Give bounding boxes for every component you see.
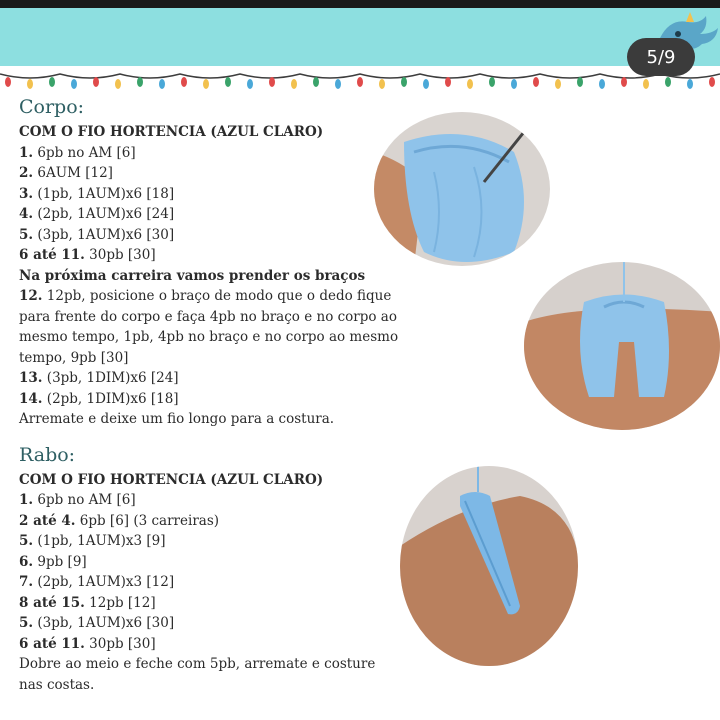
corpo-yarn-label: COM O FIO HORTENCIA (AZUL CLARO) — [19, 124, 324, 140]
corpo-step: 6 até 11. 30pb [30] — [19, 247, 156, 263]
rabo-step: 8 até 15. 12pb [12] — [19, 594, 156, 611]
rabo-step: 5. (3pb, 1AUM)x6 [30] — [19, 615, 175, 631]
corpo-finish: Arremate e deixe um fio longo para a costura. — [19, 411, 335, 427]
corpo-step: 13. (3pb, 1DIM)x6 [24] — [19, 370, 179, 386]
corpo-arms-note: Na próxima carreira vamos prender os braços — [19, 267, 366, 284]
rabo-step: 6. 9pb [9] — [19, 553, 87, 570]
corpo-step: 1. 6pb no AM [6] — [19, 144, 136, 161]
rabo-step: 7. (2pb, 1AUM)x3 [12] — [19, 574, 175, 590]
rabo-step: 5. (1pb, 1AUM)x3 [9] — [19, 533, 166, 549]
header-band — [0, 8, 720, 66]
rabo-title: Rabo: — [19, 443, 76, 466]
pattern-text-column — [19, 96, 399, 695]
rabo-step: 6 até 11. 30pb [30] — [19, 635, 156, 652]
string-lights-decoration — [0, 60, 720, 100]
top-status-strip — [0, 0, 720, 8]
page-counter-badge: 5/9 — [627, 38, 695, 76]
corpo-step: 3. (1pb, 1AUM)x6 [18] — [19, 185, 175, 202]
corpo-arms-photo-image — [524, 262, 720, 430]
rabo-step: 2 até 4. 6pb [6] (3 carreiras) — [19, 512, 220, 529]
corpo-step-12: 12. 12pb, posicione o braço de modo que o dedo fique para frente do corpo e faça 4pb no braço e no corpo ao mesmo tempo, 1pb, 4pb no braço e no corpo ao mesmo tempo, 9pb [30] — [19, 288, 399, 366]
corpo-photo-image — [374, 112, 550, 266]
corpo-title: Corpo: — [19, 96, 85, 118]
corpo-step: 2. 6AUM [12] — [19, 165, 113, 181]
rabo-yarn-label: COM O FIO HORTENCIA (AZUL CLARO) — [19, 471, 324, 488]
rabo-photo-image — [400, 466, 578, 666]
corpo-step: 14. (2pb, 1DIM)x6 [18] — [19, 390, 179, 407]
rabo-finish: Dobre ao meio e feche com 5pb, arremate e costure nas costas. — [19, 656, 376, 693]
corpo-step: 4. (2pb, 1AUM)x6 [24] — [19, 206, 175, 222]
corpo-step: 5. (3pb, 1AUM)x6 [30] — [19, 226, 175, 243]
rabo-step: 1. 6pb no AM [6] — [19, 492, 136, 508]
